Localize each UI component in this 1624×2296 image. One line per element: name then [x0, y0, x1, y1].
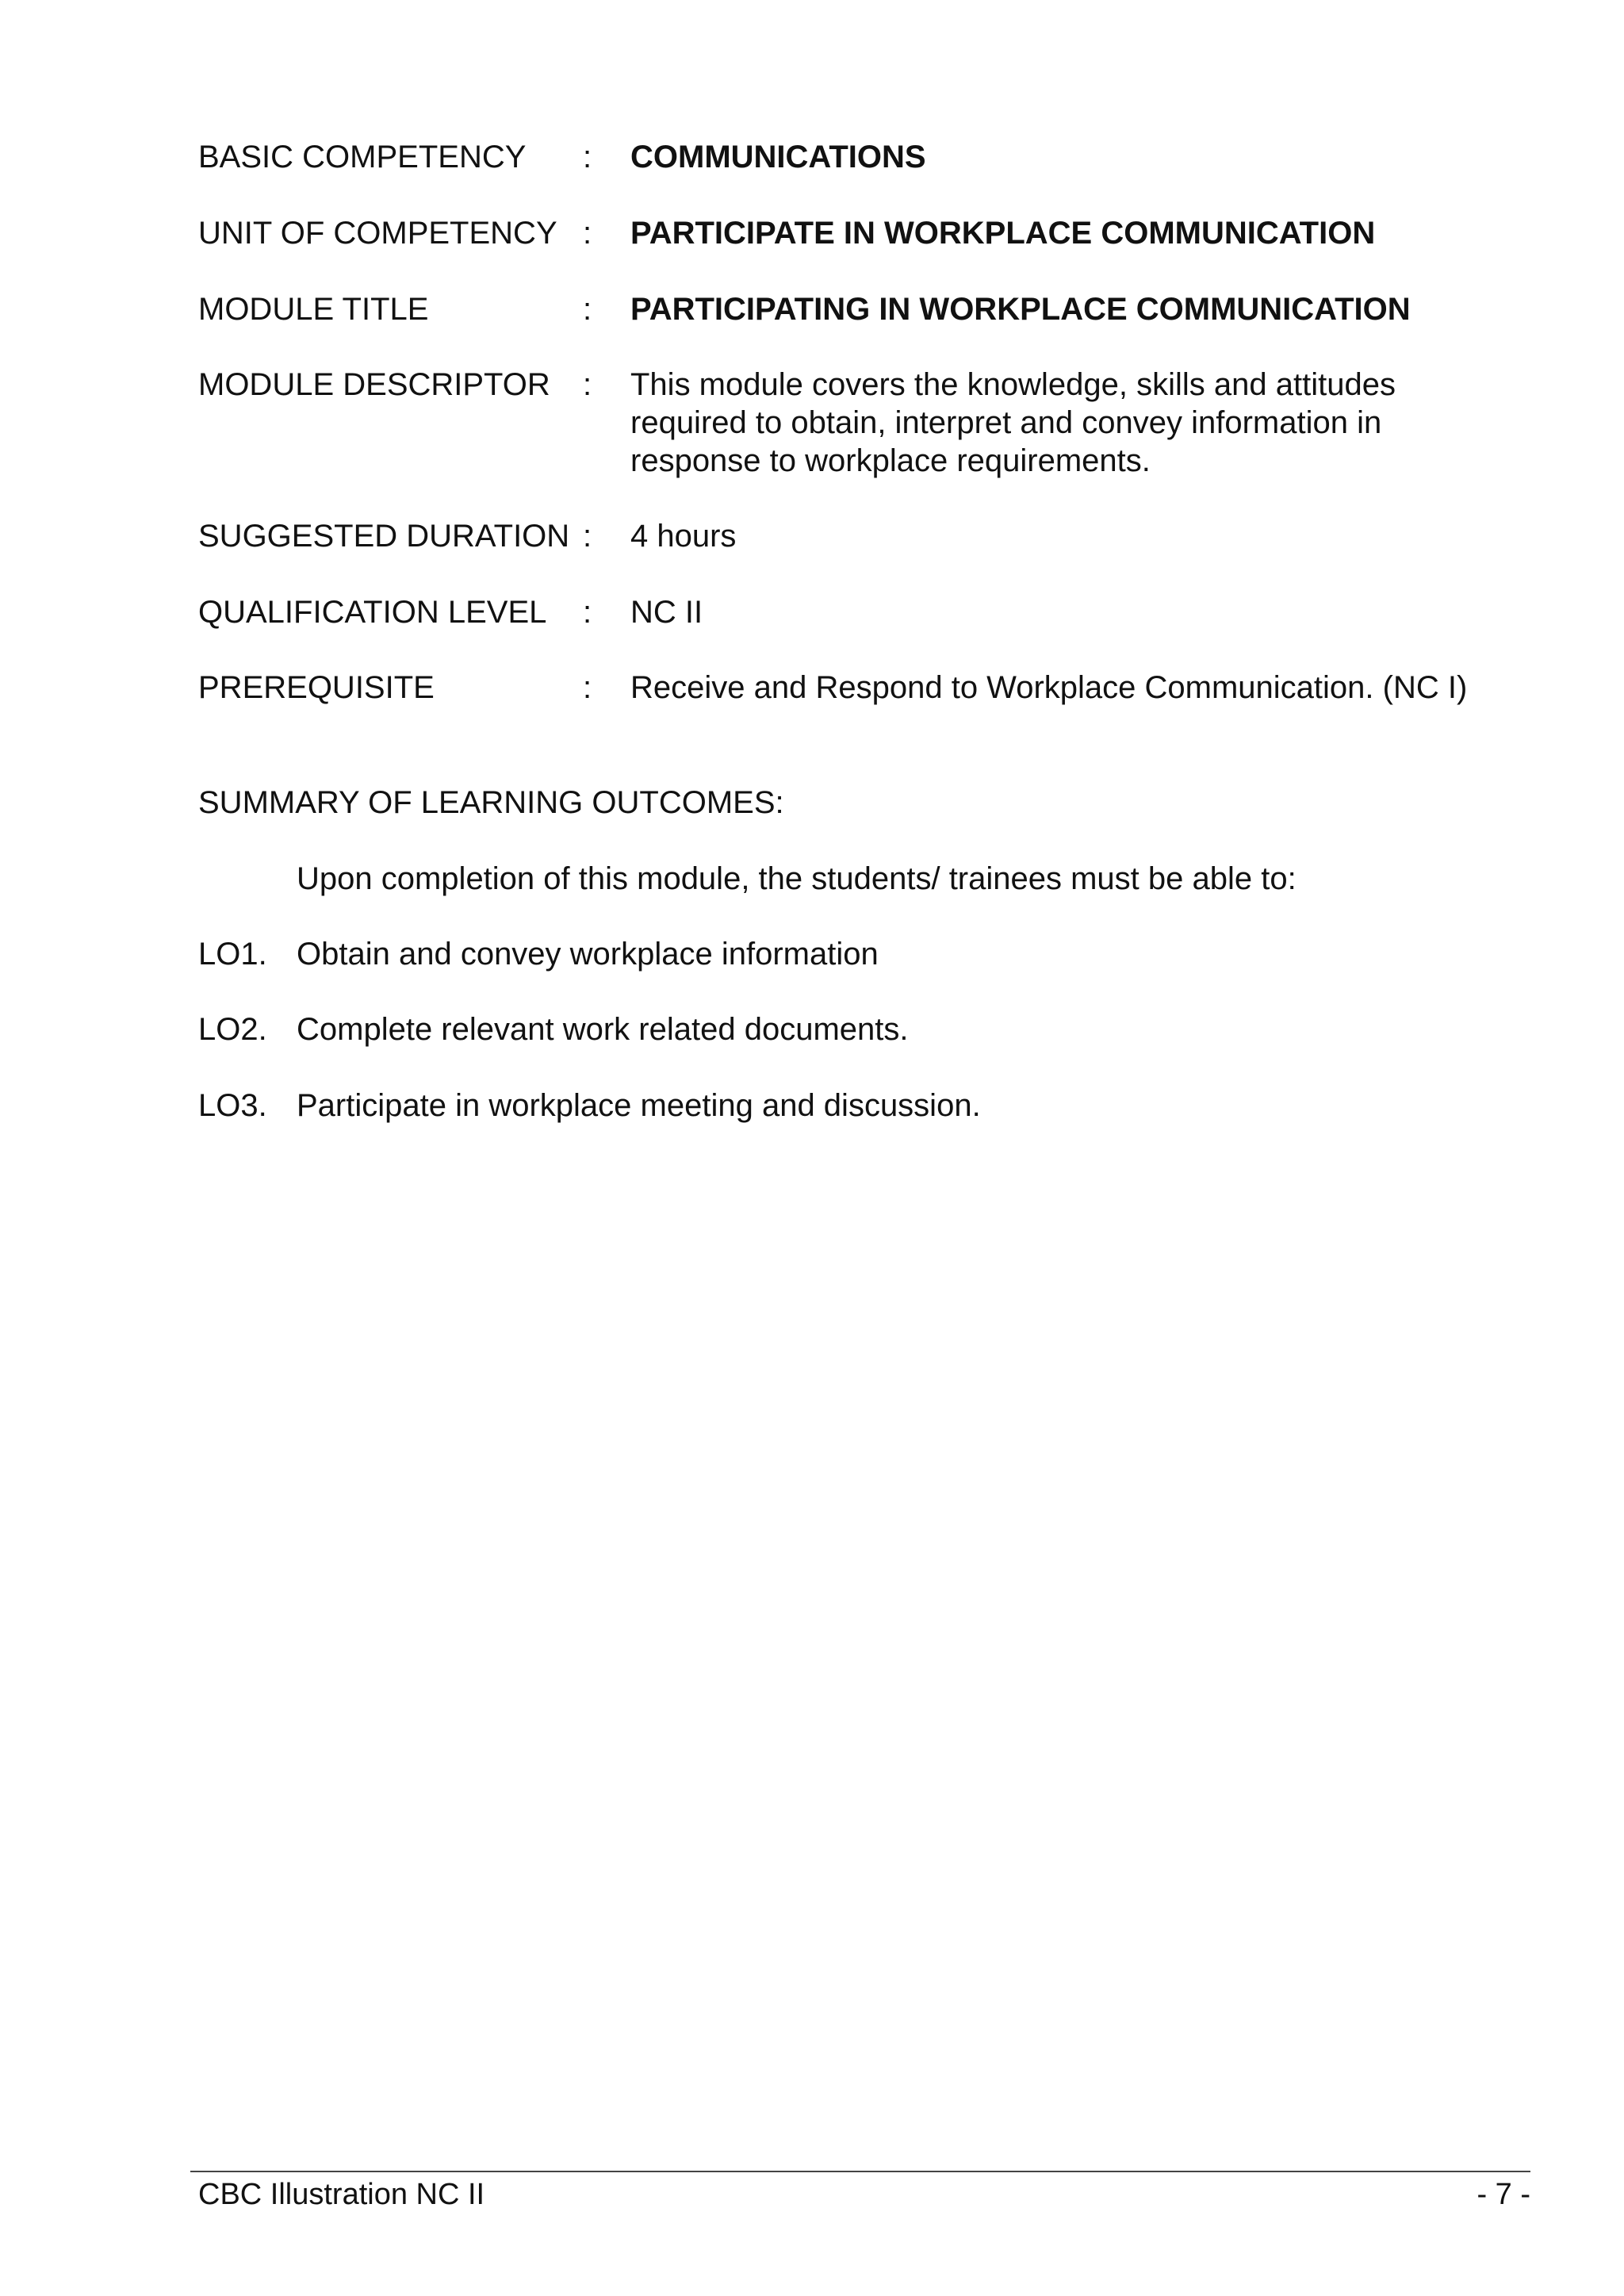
footer-divider — [190, 2171, 1530, 2172]
field-module-descriptor — [198, 366, 1546, 480]
field-colon: : — [583, 140, 592, 174]
field-label: PREREQUISITE — [198, 670, 435, 705]
learning-outcome — [198, 935, 879, 973]
field-colon: : — [583, 367, 592, 402]
outcome-text: Obtain and convey workplace information — [297, 937, 879, 972]
field-value: 4 hours — [630, 519, 737, 554]
field-colon: : — [583, 670, 592, 705]
summary-heading: SUMMARY OF LEARNING OUTCOMES: — [198, 785, 784, 820]
field-basic-competency — [198, 138, 1546, 176]
field-colon: : — [583, 519, 592, 554]
field-label: QUALIFICATION LEVEL — [198, 595, 547, 630]
field-label: BASIC COMPETENCY — [198, 140, 527, 174]
field-colon: : — [583, 216, 592, 251]
outcome-text: Participate in workplace meeting and discussion. — [297, 1088, 981, 1123]
field-label: UNIT OF COMPETENCY — [198, 216, 557, 251]
field-label: MODULE DESCRIPTOR — [198, 367, 550, 402]
field-value: Receive and Respond to Workplace Communication. (NC I) — [630, 670, 1468, 705]
field-prerequisite — [198, 669, 1546, 707]
field-value: PARTICIPATING IN WORKPLACE COMMUNICATION — [630, 292, 1411, 327]
field-qualification-level — [198, 593, 1546, 631]
field-value: PARTICIPATE IN WORKPLACE COMMUNICATION — [630, 216, 1376, 251]
page-number: - 7 - — [1477, 2178, 1530, 2211]
field-suggested-duration — [198, 517, 1546, 555]
field-value: COMMUNICATIONS — [630, 140, 926, 174]
field-colon: : — [583, 595, 592, 630]
field-value: NC II — [630, 595, 703, 630]
summary-intro: Upon completion of this module, the students/ trainees must be able to: — [297, 861, 1297, 896]
field-colon: : — [583, 292, 592, 327]
learning-outcome — [198, 1087, 981, 1125]
outcome-number: LO2. — [198, 1012, 267, 1047]
field-value: This module covers the knowledge, skills and attitudes required to obtain, interpret and convey information in response to workplace requirements. — [630, 367, 1396, 478]
field-label: MODULE TITLE — [198, 292, 429, 327]
footer-document-title: CBC Illustration NC II — [198, 2178, 485, 2211]
field-module-title — [198, 290, 1546, 328]
outcome-number: LO3. — [198, 1088, 267, 1123]
learning-outcome — [198, 1010, 908, 1048]
outcome-text: Complete relevant work related documents. — [297, 1012, 909, 1047]
outcome-number: LO1. — [198, 937, 267, 972]
field-unit-of-competency — [198, 214, 1546, 252]
field-label: SUGGESTED DURATION — [198, 519, 570, 554]
